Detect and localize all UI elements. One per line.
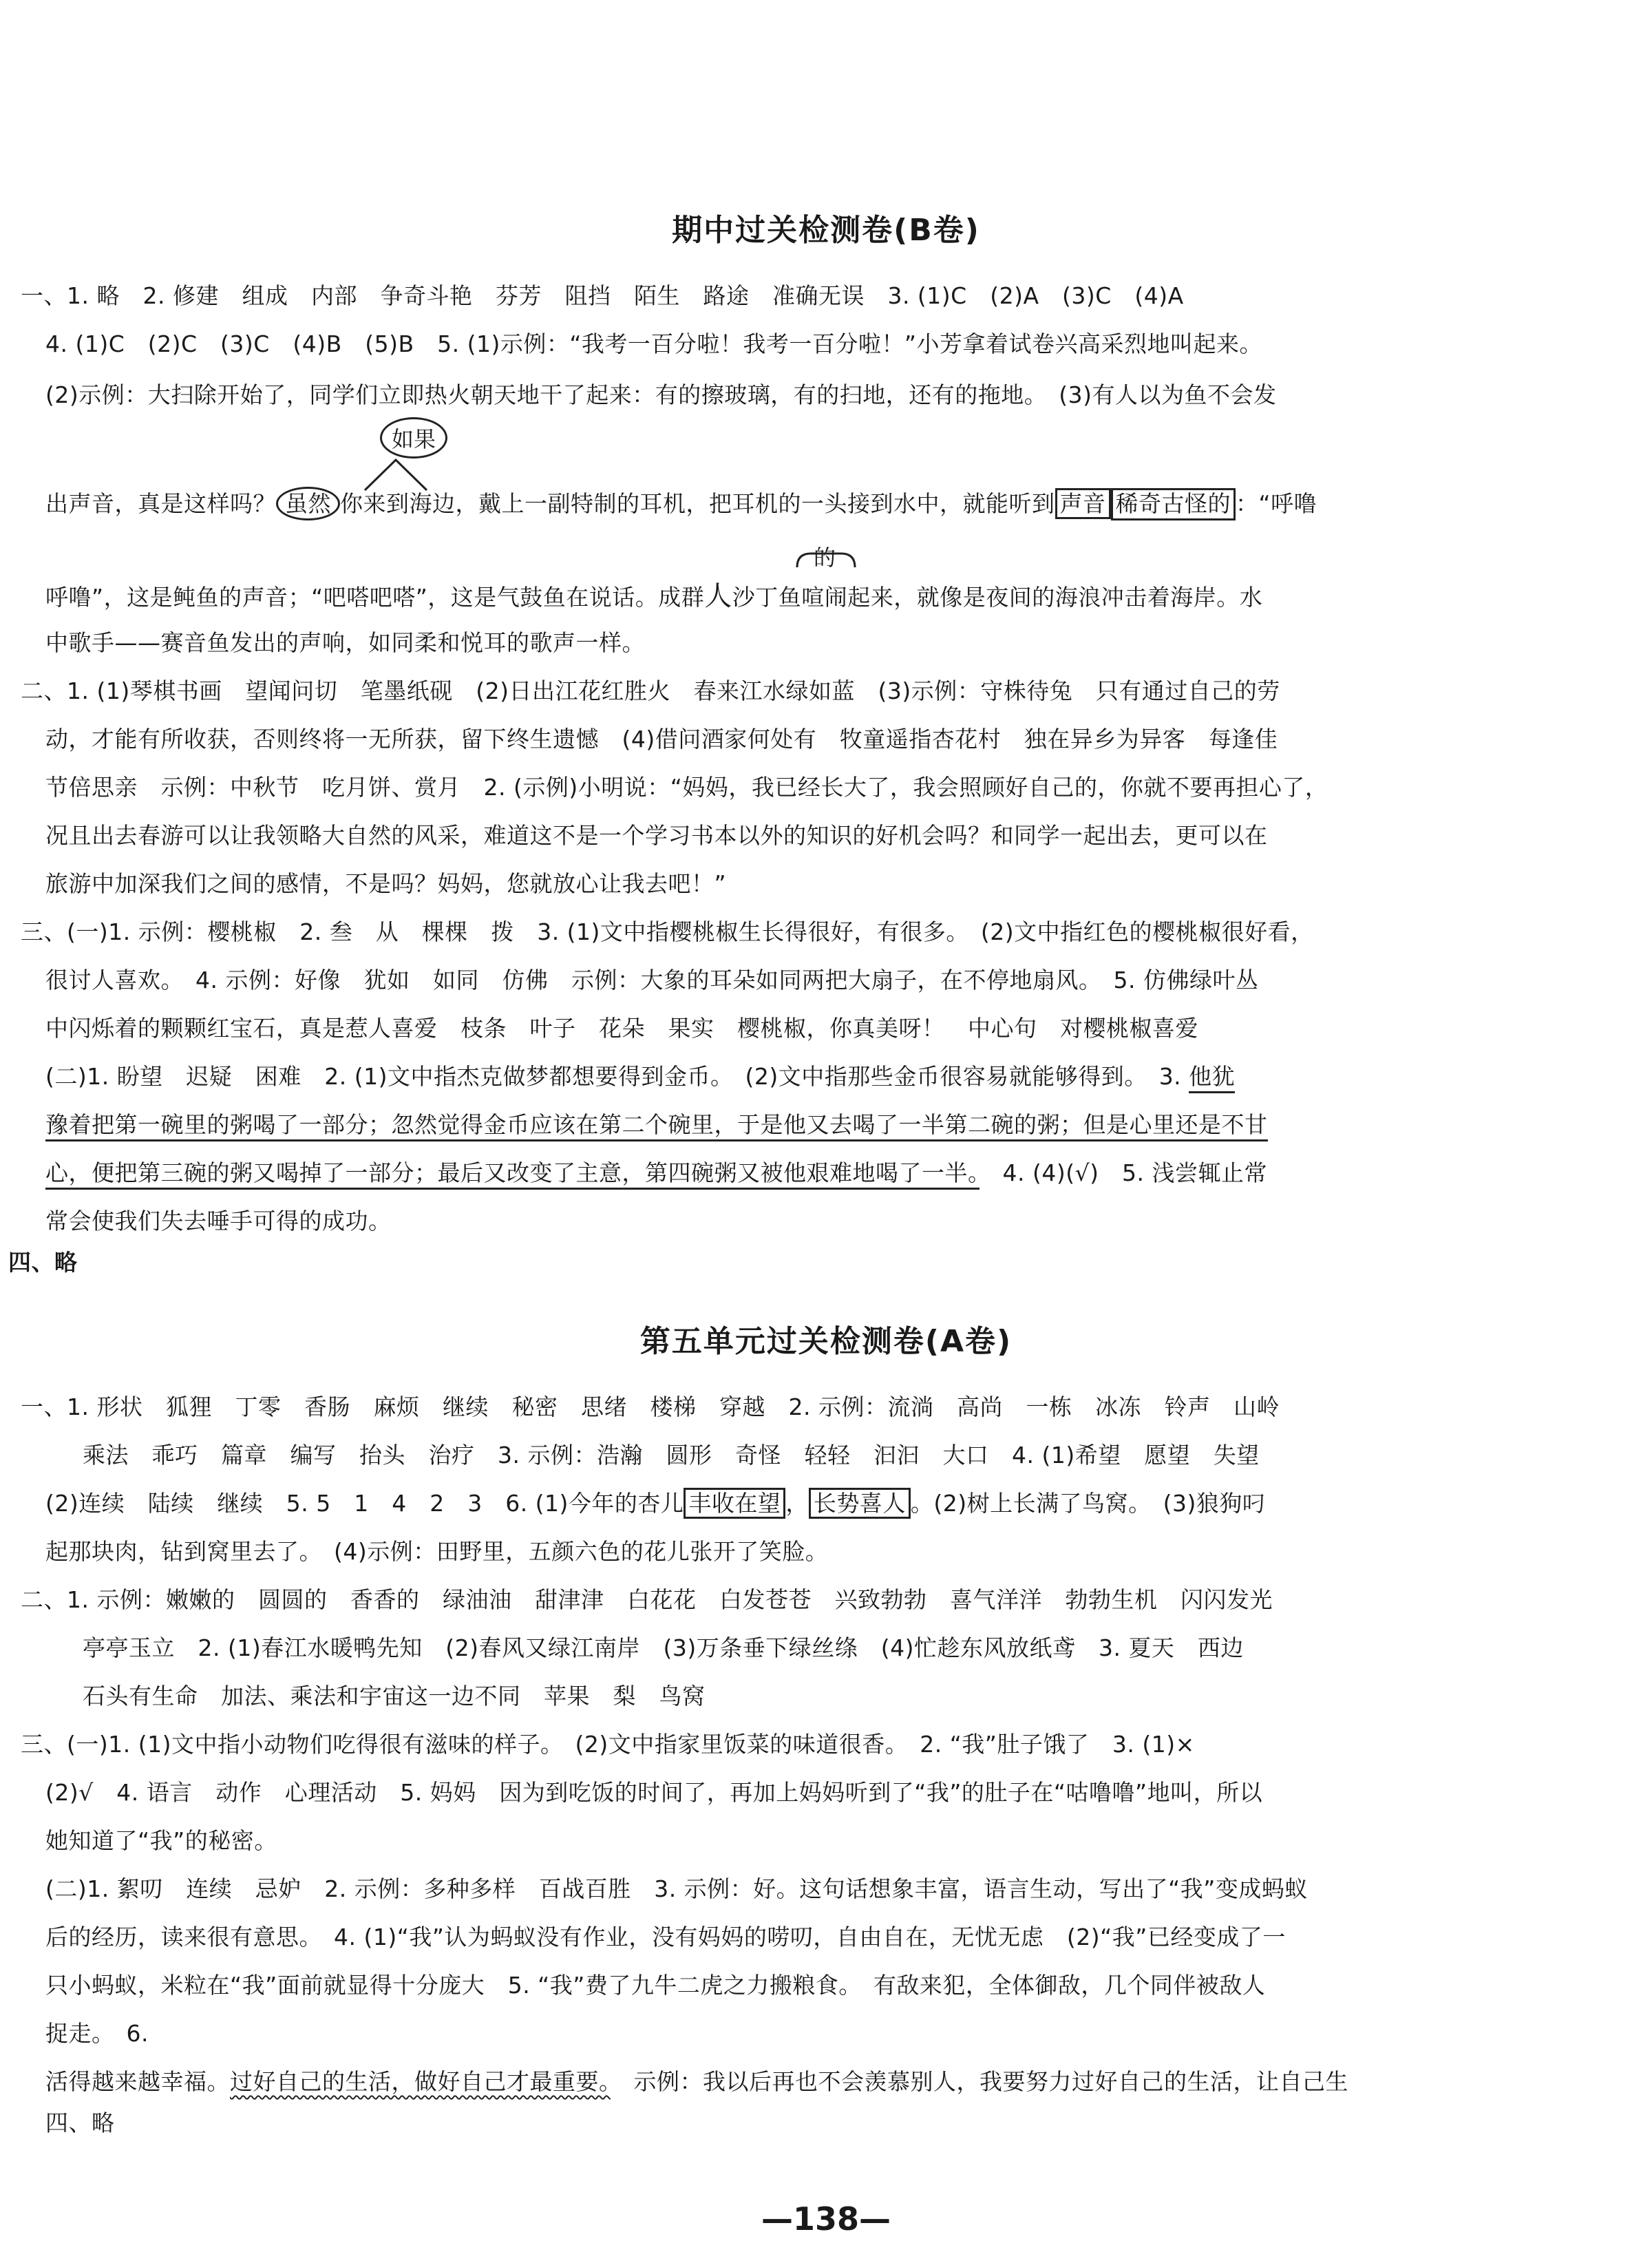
boxed-word: 声音 xyxy=(1055,488,1111,519)
text-line-boxed xyxy=(45,1490,1265,1517)
text-segment: 沙丁鱼喧闹起来，就像是夜间的海浪冲击着海岸。水 xyxy=(732,584,1263,611)
text-line: 中歌手——赛音鱼发出的声响，如同柔和悦耳的歌声一样。 xyxy=(45,629,645,656)
text-line: 四、略 xyxy=(8,1249,78,1276)
text-line: (二)1. 絮叨 连续 忌妒 2. 示例：多种多样 百战百胜 3. 示例：好。这句话想象丰富，语言生动，写出了“我”变成蚂蚁 xyxy=(45,1875,1308,1902)
text-line: 4. (1)C (2)C (3)C (4)B (5)B 5. (1)示例：“我考一百分啦！我考一百分啦！”小芳拿着试卷兴高采烈地叫起来。 xyxy=(45,330,1263,357)
text-line: 中闪烁着的颗颗红宝石，真是惹人喜爱 枝条 叶子 花朵 果实 樱桃椒，你真美呀！ 中心句 对樱桃椒喜爱 xyxy=(45,1015,1198,1042)
text-line: 四、略 xyxy=(45,2109,115,2136)
text-line: 一、1. 形状 狐狸 丁零 香肠 麻烦 继续 秘密 思绪 楼梯 穿越 2. 示例：流淌 高尚 一栋 冰冻 铃声 山岭 xyxy=(21,1393,1280,1420)
text-segment: 活得越来越幸福。 xyxy=(45,2068,230,2095)
section-title-unit5-a: 第五单元过关检测卷(A卷) xyxy=(639,1324,1013,1359)
text-line-underlined xyxy=(45,1111,1268,1139)
annotation-caret-mark xyxy=(358,454,434,496)
text-segment: ：“呼噜 xyxy=(1236,490,1317,517)
text-line: 况且出去春游可以让我领略大自然的风采，难道这不是一个学习书本以外的知识的好机会吗？和同学一起出去，更可以在 xyxy=(45,822,1268,849)
text-line-edited xyxy=(45,582,1262,611)
text-line: 她知道了“我”的秘密。 xyxy=(45,1827,277,1854)
section-title-midterm-b: 期中过关检测卷(B卷) xyxy=(672,213,980,248)
boxed-phrase: 丰收在望 xyxy=(684,1488,785,1519)
page-number: —138— xyxy=(761,2200,891,2238)
text-line: 只小蚂蚁，米粒在“我”面前就显得十分庞大 5. “我”费了九牛二虎之力搬粮食。 有敌来犯，全体御敌，几个同伴被敌人 xyxy=(45,1972,1266,1999)
text-segment: (二)1. 盼望 迟疑 困难 2. (1)文中指杰克做梦都想要得到金币。 (2)文中指那些金币很容易就能够得到。 3. xyxy=(45,1063,1189,1090)
underlined-text: 豫着把第一碗里的粥喝了一部分；忽然觉得金币应该在第二个碗里，于是他又去喝了一半第二碗的粥；但是心里还是不甘 xyxy=(45,1111,1268,1141)
text-segment: 4. (4)(√) 5. 浅尝辄止常 xyxy=(979,1159,1267,1186)
text-line: 三、(一)1. 示例：樱桃椒 2. 叁 从 棵棵 拨 3. (1)文中指樱桃椒生长得很好，有很多。 (2)文中指红色的樱桃椒很好看， xyxy=(21,918,1314,945)
text-segment: 出声音，真是这样吗？ xyxy=(45,490,276,517)
text-line-underlined xyxy=(45,1063,1235,1091)
text-line: 亭亭玉立 2. (1)春江水暖鸭先知 (2)春风又绿江南岸 (3)万条垂下绿丝绦 (4)忙趁东风放纸鸢 3. 夏天 西边 xyxy=(83,1634,1244,1661)
annotation-insert-ruguo: 如果 xyxy=(380,417,447,459)
annotation-insert-de: 的 xyxy=(814,545,836,571)
text-line-edited xyxy=(45,490,1317,518)
text-line: (2)示例：大扫除开始了，同学们立即热火朝天地干了起来：有的擦玻璃，有的扫地，还有的拖地。 (3)有人以为鱼不会发 xyxy=(45,381,1277,408)
text-line: 旅游中加深我们之间的感情，不是吗？妈妈，您就放心让我去吧！” xyxy=(45,870,727,897)
text-line-wavy xyxy=(45,2068,1348,2096)
text-segment: 你来到海边，戴上一副特制的耳机，把耳机的一头接到水中，就能听到 xyxy=(340,490,1055,517)
text-line: 捉走。 6. xyxy=(45,2020,149,2047)
text-line: 起那块肉，钻到窝里去了。 (4)示例：田野里，五颜六色的花儿张开了笑脸。 xyxy=(45,1538,829,1565)
text-line: 二、1. 示例：嫩嫩的 圆圆的 香香的 绿油油 甜津津 白花花 白发苍苍 兴致勃勃 喜气洋洋 勃勃生机 闪闪发光 xyxy=(21,1586,1273,1613)
text-segment: 示例：我以后再也不会羡慕别人，我要努力过好自己的生活，让自己生 xyxy=(611,2068,1348,2095)
text-line: 二、1. (1)琴棋书画 望闻问切 笔墨纸砚 (2)日出江花红胜火 春来江水绿如蓝 (3)示例：守株待兔 只有通过自己的劳 xyxy=(21,677,1280,704)
text-segment: (2)连续 陆续 继续 5. 5 1 4 2 3 6. (1)今年的杏儿 xyxy=(45,1490,684,1517)
caret-char: 人 xyxy=(704,580,732,612)
text-line: (2)√ 4. 语言 动作 心理活动 5. 妈妈 因为到吃饭的时间了，再加上妈妈听到了“我”的肚子在“咕噜噜”地叫，所以 xyxy=(45,1779,1263,1806)
text-line: 后的经历，读来很有意思。 4. (1)“我”认为蚂蚁没有作业，没有妈妈的唠叨，自由自在，无忧无虑 (2)“我”已经变成了一 xyxy=(45,1924,1286,1950)
text-line: 一、1. 略 2. 修建 组成 内部 争奇斗艳 芬芳 阻挡 陌生 路途 准确无误 3. (1)C (2)A (3)C (4)A xyxy=(21,282,1184,309)
boxed-phrase: 长势喜人 xyxy=(809,1488,911,1519)
circled-word: 虽然 xyxy=(276,487,340,520)
text-segment: ， xyxy=(785,1490,809,1517)
wavy-underlined-text: 过好自己的生活，做好自己才最重要。 xyxy=(230,2068,611,2095)
text-line: 三、(一)1. (1)文中指小动物们吃得很有滋味的样子。 (2)文中指家里饭菜的味道很香。 2. “我”肚子饿了 3. (1)× xyxy=(21,1731,1195,1758)
text-segment: 。(2)树上长满了鸟窝。 (3)狼狗叼 xyxy=(910,1490,1266,1517)
underlined-text: 心，便把第三碗的粥又喝掉了一部分；最后又改变了主意，第四碗粥又被他艰难地喝了一半。 xyxy=(45,1159,979,1190)
text-line: 常会使我们失去唾手可得的成功。 xyxy=(45,1208,392,1234)
text-line: 乘法 乖巧 篇章 编写 抬头 治疗 3. 示例：浩瀚 圆形 奇怪 轻轻 汩汩 大口 4. (1)希望 愿望 失望 xyxy=(83,1442,1260,1469)
text-line: 很讨人喜欢。 4. 示例：好像 犹如 如同 仿佛 示例：大象的耳朵如同两把大扇子，在不停地扇风。 5. 仿佛绿叶丛 xyxy=(45,967,1259,993)
text-line: 动，才能有所收获，否则终将一无所获，留下终生遗憾 (4)借问酒家何处有 牧童遥指杏花村 独在异乡为异客 每逢佳 xyxy=(45,726,1278,752)
text-line: 节倍思亲 示例：中秋节 吃月饼、赏月 2. (示例)小明说：“妈妈，我已经长大了，我会照顾好自己的，你就不要再担心了， xyxy=(45,774,1328,801)
text-line: 石头有生命 加法、乘法和宇宙这一边不同 苹果 梨 鸟窝 xyxy=(83,1683,706,1709)
underlined-text: 他犹 xyxy=(1189,1063,1235,1093)
boxed-word: 稀奇古怪的 xyxy=(1111,488,1236,520)
text-segment: 呼噜”，这是鲀鱼的声音；“吧嗒吧嗒”，这是气鼓鱼在说话。成群 xyxy=(45,584,705,611)
text-line-underlined xyxy=(45,1159,1267,1187)
annotation-bracket xyxy=(792,551,860,571)
